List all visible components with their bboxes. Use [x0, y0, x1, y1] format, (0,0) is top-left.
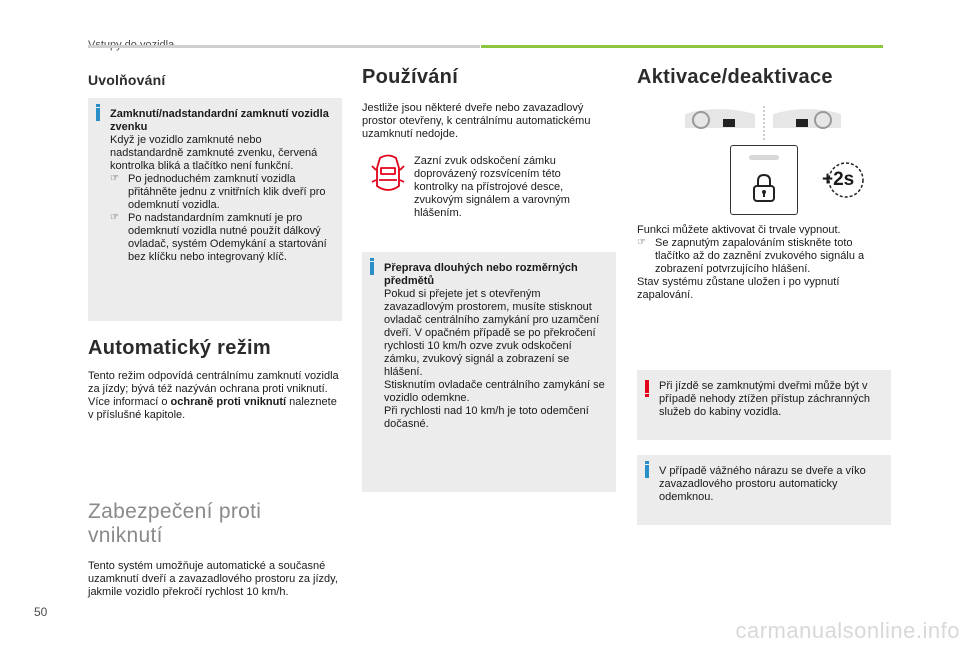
hold-2s-badge	[819, 160, 869, 200]
auto-more-bold: ochraně proti vniknutí	[170, 396, 287, 408]
watermark: carmanualsonline.info	[735, 618, 960, 643]
info-box-long-objects	[362, 252, 616, 492]
dashboard-illustration	[683, 104, 843, 144]
alert-description	[414, 155, 604, 220]
info-icon	[645, 465, 649, 478]
auto-mode-text: Tento režim odpovídá centrálnímu zamknutí vozidla za jízdy; bývá též nazýván ochrana proti vniknutí.	[88, 370, 339, 395]
unlock-title: Uvolňování	[88, 72, 166, 88]
info-icon	[370, 262, 374, 275]
button-led	[749, 155, 779, 160]
info-box-bullet-1	[110, 173, 334, 212]
arrow-right-icon: ☞	[637, 237, 646, 248]
info-box-external-lock	[88, 98, 342, 321]
info-text: V případě vážného nárazu se dveře a víko zavazadlového prostoru automaticky odemknou.	[659, 465, 866, 503]
warning-text: Při jízdě se zamknutými dveřmi může být v případě nehody ztížen přístup záchranných služeb do kabiny vozidla.	[659, 380, 870, 418]
activation-bullet	[637, 237, 889, 276]
activation-text	[637, 224, 889, 302]
info-box-text-2: Stisknutím ovladače centrálního zamykání se vozidlo odemkne.	[384, 379, 605, 404]
activation-title: Aktivace/deaktivace	[637, 66, 833, 88]
auto-more-post: naleznete v příslušné kapitole.	[88, 396, 337, 421]
info-box-text-1: Pokud si přejete jet s otevřeným zavazadlovým prostorem, musíte stisknout ovladač centrálního zamykání pro uzamčení dveří. V opačném případě se po překročení rychlosti 10 km/h ozve zvuk odskočení zámku, zvukový signál a zobrazení se hlášení.	[384, 288, 600, 378]
lock-button[interactable]	[730, 145, 798, 215]
security-text: Tento systém umožňuje automatické a současné uzamknutí dveří a zavazadlového prostoru za jízdy, jakmile vozidlo překročí rychlost 10 km/h.	[88, 560, 338, 598]
usage-section	[362, 66, 616, 141]
header-rule-green	[481, 45, 883, 48]
usage-intro: Jestliže jsou některé dveře nebo zavazadlový prostor otevřeny, k centrálnímu automatickému uzamknutí nedojde.	[362, 102, 591, 140]
security-title: Zabezpečení proti vniknutí	[88, 500, 262, 547]
header-rule-grey	[88, 45, 480, 48]
door-lock-warning-icon	[368, 152, 408, 197]
arrow-right-icon: ☞	[110, 212, 119, 223]
auto-more-pre: Více informací o	[88, 396, 171, 408]
info-box-heading: Zamknutí/nadstandardní zamknutí vozidla zvenku	[110, 108, 329, 133]
alert-text: Zazní zvuk odskočení zámku doprovázený rozsvícením této kontrolky na přístrojové desce, zvukovým signálem a varovným hlášením.	[414, 155, 570, 219]
auto-mode-section	[88, 337, 342, 422]
hold-2s-label: +2s	[822, 169, 855, 190]
warning-box-accident	[637, 370, 891, 440]
activation-p2: Stav systému zůstane uložen i po vypnutí zapalování.	[637, 276, 840, 301]
bullet-text: Po nadstandardním zamknutí je pro odemknutí vozidla nutné použít dálkový ovladač, systém Odemykání a startování bez klíčku nebo integrovaný klíč.	[128, 212, 327, 263]
info-box-crash	[637, 455, 891, 525]
activation-p1: Funkci můžete aktivovat či trvale vypnout.	[637, 224, 841, 236]
auto-mode-more	[88, 396, 342, 422]
info-icon	[96, 108, 100, 121]
warning-icon	[645, 380, 649, 393]
bullet-text: Se zapnutým zapalováním stiskněte toto tlačítko až do zaznění zvukového signálu a zobrazení potvrzujícího hlášení.	[655, 237, 865, 275]
info-box-text-3: Při rychlosti nad 10 km/h je toto odemčení dočasné.	[384, 405, 589, 430]
arrow-right-icon: ☞	[110, 173, 119, 184]
usage-title: Používání	[362, 66, 459, 88]
auto-mode-title: Automatický režim	[88, 337, 271, 359]
activation-section	[637, 66, 891, 89]
bullet-text: Po jednoduchém zamknutí vozidla přitáhněte jednu z vnitřních klik dveří pro odemknutí vozidla.	[128, 173, 326, 211]
info-box-text: Když je vozidlo zamknuté nebo nadstandardně zamknuté zvenku, červená kontrolka bliká a tlačítko není funkční.	[110, 134, 318, 172]
padlock-icon	[752, 173, 776, 203]
security-section	[88, 500, 342, 599]
info-box-bullet-2	[110, 212, 334, 264]
page-number: 50	[34, 605, 48, 619]
info-box-heading: Přeprava dlouhých nebo rozměrných předmětů	[384, 262, 578, 287]
